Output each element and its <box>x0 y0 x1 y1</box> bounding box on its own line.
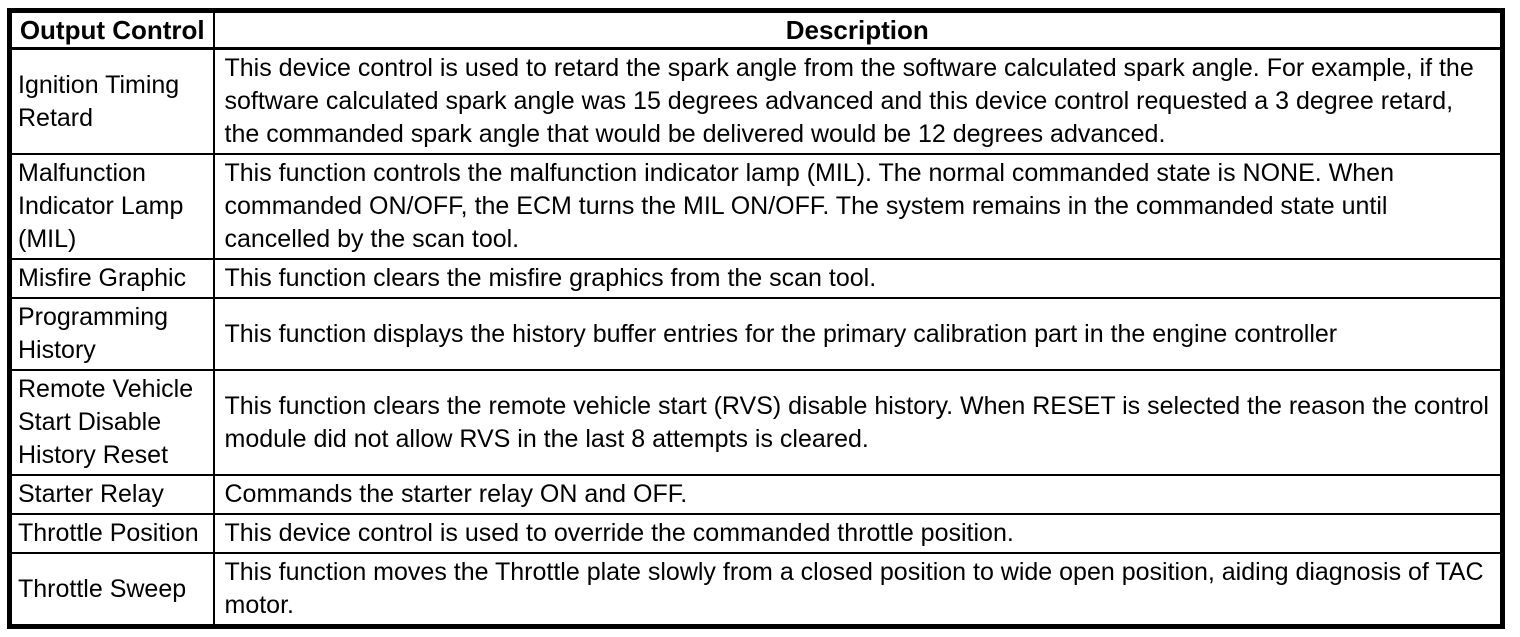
description-cell: This device control is used to override the commanded throttle position. <box>214 514 1503 553</box>
output-control-table <box>7 8 1505 629</box>
description-cell: Commands the starter relay ON and OFF. <box>214 475 1503 514</box>
description-cell: This function clears the remote vehicle start (RVS) disable history. When RESET is selected the reason the control module did not allow RVS in the last 8 attempts is cleared. <box>214 370 1503 475</box>
table-row <box>10 553 1503 627</box>
description-cell: This function controls the malfunction indicator lamp (MIL). The normal commanded state is NONE. When commanded ON/OFF, the ECM turns the MIL ON/OFF. The system remains in the commanded state until cancelled by the scan tool. <box>214 154 1503 259</box>
table-body <box>10 49 1503 627</box>
output-control-cell: Throttle Position <box>10 514 214 553</box>
table-row <box>10 370 1503 475</box>
header-row <box>10 11 1503 49</box>
description-cell: This function displays the history buffer entries for the primary calibration part in the engine controller <box>214 298 1503 370</box>
description-cell: This function clears the misfire graphics from the scan tool. <box>214 259 1503 298</box>
output-control-cell: Misfire Graphic <box>10 259 214 298</box>
output-control-cell: Malfunction Indicator Lamp (MIL) <box>10 154 214 259</box>
output-control-cell: Remote Vehicle Start Disable History Reset <box>10 370 214 475</box>
output-control-cell: Starter Relay <box>10 475 214 514</box>
table-row <box>10 298 1503 370</box>
output-control-cell: Ignition Timing Retard <box>10 49 214 155</box>
column-header-output-control: Output Control <box>10 11 214 49</box>
table-row <box>10 259 1503 298</box>
description-cell: This device control is used to retard the spark angle from the software calculated spark angle. For example, if the software calculated spark angle was 15 degrees advanced and this device control requested a 3 degree retard, the commanded spark angle that would be delivered would be 12 degrees advanced. <box>214 49 1503 155</box>
description-cell: This function moves the Throttle plate slowly from a closed position to wide open position, aiding diagnosis of TAC motor. <box>214 553 1503 627</box>
table-row <box>10 475 1503 514</box>
output-control-cell: Throttle Sweep <box>10 553 214 627</box>
table-row <box>10 514 1503 553</box>
column-header-description: Description <box>214 11 1503 49</box>
output-control-cell: Programming History <box>10 298 214 370</box>
table-row <box>10 49 1503 155</box>
table-row <box>10 154 1503 259</box>
